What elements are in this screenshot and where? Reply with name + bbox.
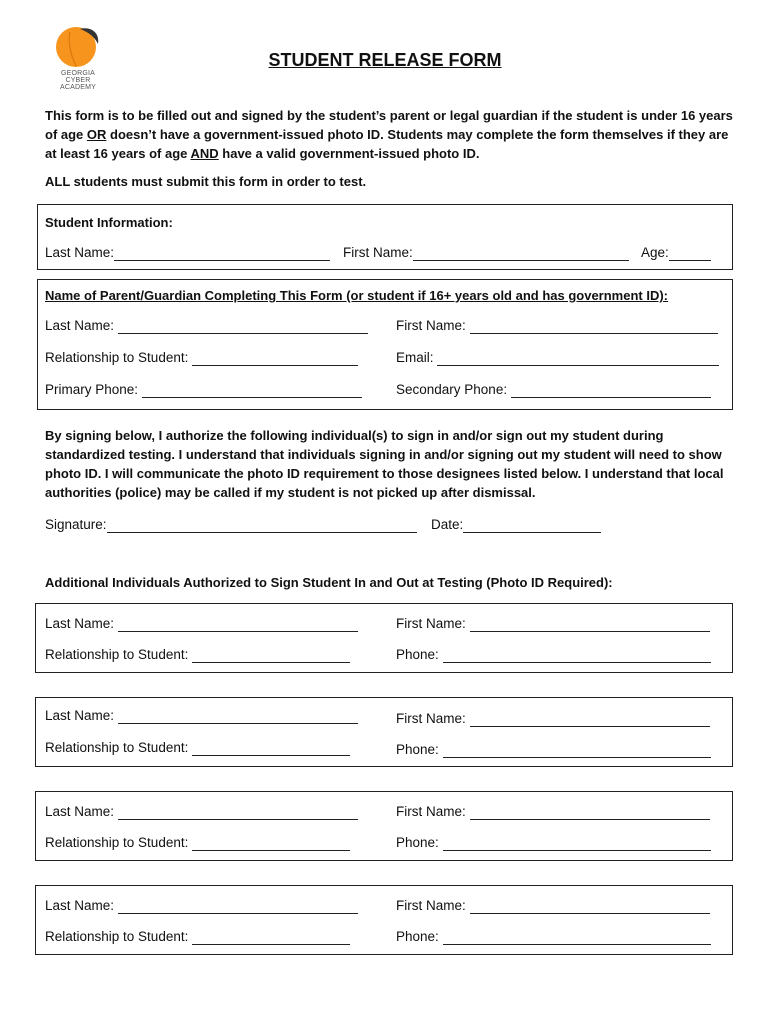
student-last-name-label: Last Name:	[45, 245, 115, 260]
student-age-input[interactable]	[669, 246, 711, 261]
logo-text	[50, 70, 106, 91]
additional-2-relationship-label: Relationship to Student:	[45, 740, 189, 755]
additional-4-last-name-label: Last Name:	[45, 898, 115, 913]
student-first-name-row	[343, 245, 629, 261]
additional-1-last-name-row	[45, 616, 358, 632]
intro-and: AND	[190, 146, 219, 161]
additional-1-first-name-row	[396, 616, 710, 632]
guardian-first-name-input[interactable]	[470, 319, 718, 334]
intro-note: ALL students must submit this form in order to test.	[45, 174, 367, 189]
additional-3-phone-label: Phone:	[396, 835, 439, 850]
authorization-paragraph: By signing below, I authorize the following individual(s) to sign in and/or sign out my student during standardized testing. I understand that individuals signing in and/or signing out my student will need to show photo ID. I will communicate the photo ID requirement to those designees listed below. I understand that local authorities (police) may be called if my student is not picked up after dismissal.	[45, 428, 724, 500]
logo-line-3: ACADEMY	[59, 84, 97, 91]
additional-1-relationship-input[interactable]	[192, 648, 350, 663]
additional-1-first-name-label: First Name:	[396, 616, 466, 631]
student-age-label: Age:	[641, 245, 669, 260]
additional-4-phone-row	[396, 929, 711, 945]
additional-person-4	[35, 885, 733, 955]
additional-4-last-name-input[interactable]	[118, 899, 358, 914]
guardian-first-name-row	[396, 318, 718, 334]
guardian-primary-phone-row	[45, 382, 362, 398]
additional-4-first-name-row	[396, 898, 710, 914]
additional-2-last-name-row	[45, 708, 358, 724]
student-last-name-input[interactable]	[114, 246, 330, 261]
page-title: STUDENT RELEASE FORM	[268, 50, 502, 70]
intro-paragraph	[45, 106, 735, 163]
additional-1-first-name-input[interactable]	[470, 617, 710, 632]
signature-label: Signature:	[45, 517, 107, 532]
date-row	[431, 517, 601, 533]
student-info-heading: Student Information:	[45, 215, 173, 230]
additional-1-last-name-label: Last Name:	[45, 616, 115, 631]
additional-1-phone-row	[396, 647, 711, 663]
guardian-first-name-label: First Name:	[396, 318, 466, 333]
guardian-secondary-phone-row	[396, 382, 711, 398]
additional-1-phone-input[interactable]	[443, 648, 711, 663]
additional-3-first-name-label: First Name:	[396, 804, 466, 819]
additional-3-relationship-label: Relationship to Student:	[45, 835, 189, 850]
additional-2-phone-label: Phone:	[396, 742, 439, 757]
additional-4-relationship-input[interactable]	[192, 930, 350, 945]
additional-4-relationship-label: Relationship to Student:	[45, 929, 189, 944]
additional-3-phone-input[interactable]	[443, 836, 711, 851]
guardian-primary-phone-label: Primary Phone:	[45, 382, 139, 397]
guardian-relationship-input[interactable]	[192, 351, 358, 366]
additional-heading: Additional Individuals Authorized to Sign Student In and Out at Testing (Photo ID Required):	[45, 575, 613, 590]
guardian-secondary-phone-label: Secondary Phone:	[396, 382, 508, 397]
additional-4-phone-label: Phone:	[396, 929, 439, 944]
additional-3-relationship-row	[45, 835, 350, 851]
additional-3-first-name-input[interactable]	[470, 805, 710, 820]
student-age-row	[641, 245, 711, 261]
additional-3-first-name-row	[396, 804, 710, 820]
additional-3-last-name-label: Last Name:	[45, 804, 115, 819]
additional-person-2	[35, 697, 733, 767]
guardian-section	[37, 279, 733, 410]
guardian-relationship-label: Relationship to Student:	[45, 350, 189, 365]
additional-3-last-name-row	[45, 804, 358, 820]
additional-2-first-name-input[interactable]	[470, 712, 710, 727]
date-label: Date:	[431, 517, 464, 532]
signature-input[interactable]	[107, 518, 417, 533]
additional-3-last-name-input[interactable]	[118, 805, 358, 820]
intro-or: OR	[86, 127, 107, 142]
additional-2-relationship-input[interactable]	[192, 741, 350, 756]
additional-1-last-name-input[interactable]	[118, 617, 358, 632]
student-info-section	[37, 204, 733, 270]
additional-4-first-name-input[interactable]	[470, 899, 710, 914]
guardian-email-row	[396, 350, 719, 366]
additional-person-1	[35, 603, 733, 673]
additional-3-relationship-input[interactable]	[192, 836, 350, 851]
additional-2-last-name-label: Last Name:	[45, 708, 115, 723]
additional-4-last-name-row	[45, 898, 358, 914]
student-first-name-label: First Name:	[343, 245, 413, 260]
additional-4-phone-input[interactable]	[443, 930, 711, 945]
intro-text-b: doesn’t have a government-issued photo ID. Students may complete the form themselves if they are at least 16 years of age	[45, 127, 729, 161]
additional-4-first-name-label: First Name:	[396, 898, 466, 913]
guardian-secondary-phone-input[interactable]	[511, 383, 711, 398]
date-input[interactable]	[463, 518, 601, 533]
additional-2-first-name-row	[396, 711, 710, 727]
guardian-relationship-row	[45, 350, 358, 366]
student-first-name-input[interactable]	[413, 246, 629, 261]
guardian-last-name-label: Last Name:	[45, 318, 115, 333]
additional-2-first-name-label: First Name:	[396, 711, 466, 726]
additional-3-phone-row	[396, 835, 711, 851]
logo-line-2: CYBER	[65, 77, 91, 84]
intro-text-c: have a valid government-issued photo ID.	[218, 146, 480, 161]
student-last-name-row	[45, 245, 330, 261]
additional-4-relationship-row	[45, 929, 350, 945]
additional-2-relationship-row	[45, 740, 350, 756]
additional-1-relationship-row	[45, 647, 350, 663]
additional-1-relationship-label: Relationship to Student:	[45, 647, 189, 662]
guardian-heading: Name of Parent/Guardian Completing This Form (or student if 16+ years old and has government ID):	[45, 288, 669, 303]
guardian-email-label: Email:	[396, 350, 434, 365]
logo-line-1: GEORGIA	[60, 70, 96, 77]
guardian-last-name-row	[45, 318, 368, 334]
signature-row	[45, 517, 417, 533]
additional-2-phone-row	[396, 742, 711, 758]
additional-person-3	[35, 791, 733, 861]
additional-2-phone-input[interactable]	[443, 743, 711, 758]
additional-2-last-name-input[interactable]	[118, 709, 358, 724]
guardian-email-input[interactable]	[437, 351, 719, 366]
guardian-primary-phone-input[interactable]	[142, 383, 362, 398]
additional-1-phone-label: Phone:	[396, 647, 439, 662]
guardian-last-name-input[interactable]	[118, 319, 368, 334]
intro-text-a: This form is to be filled out and signed by the student’s parent or legal guardian if the student is under 16 years of age	[45, 108, 733, 142]
